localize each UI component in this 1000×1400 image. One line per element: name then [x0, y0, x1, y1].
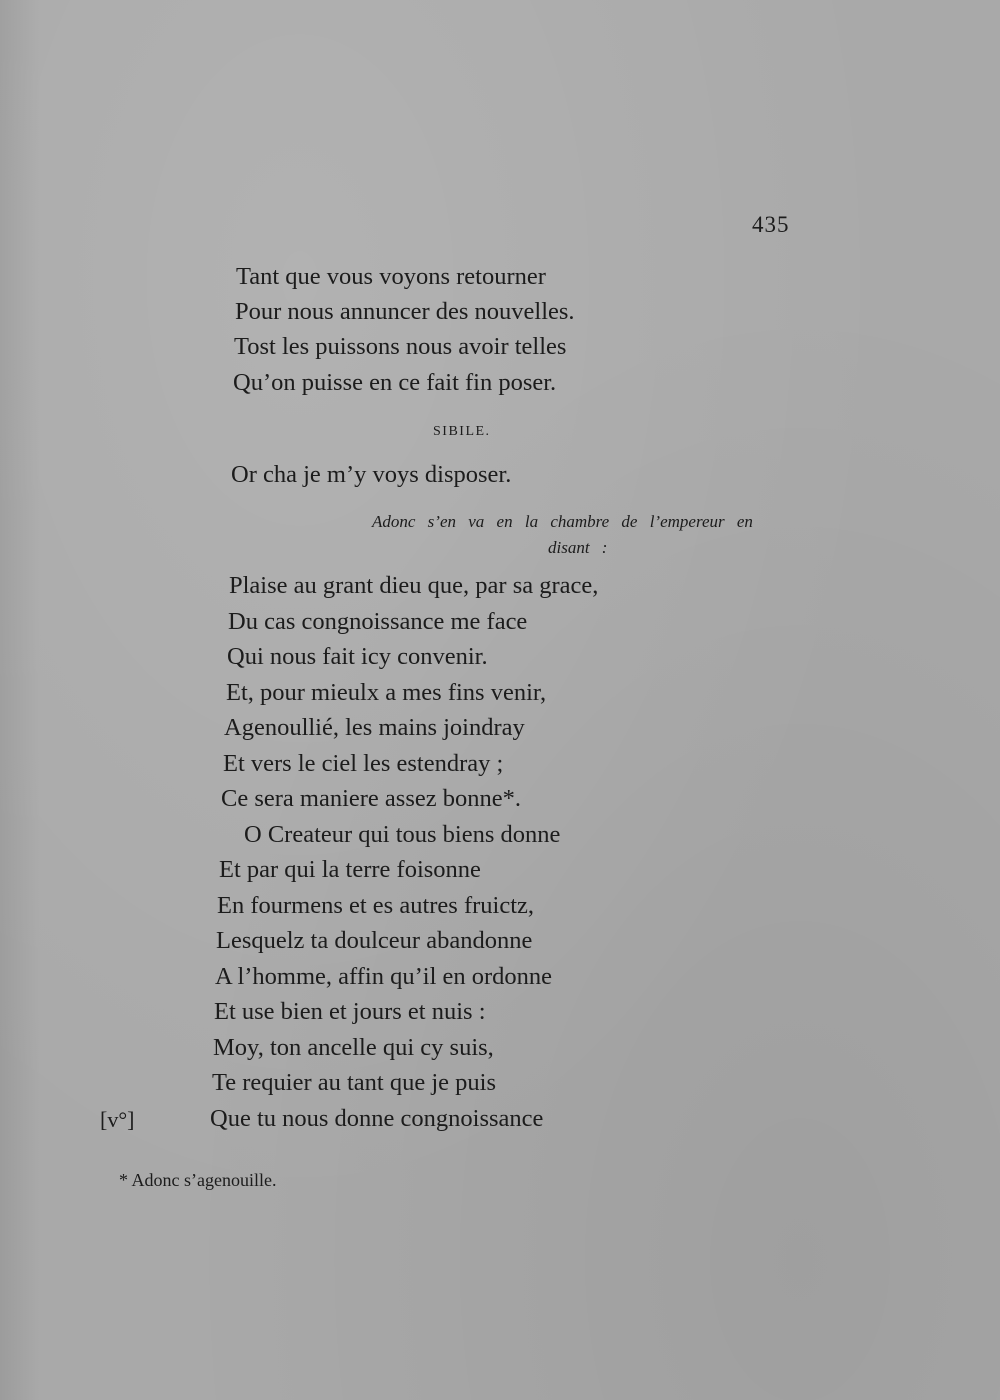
stage-direction-line-1: Adonc s’en va en la chambre de l’empereur en — [372, 512, 753, 531]
verse-line: Plaise au grant dieu que, par sa grace, — [229, 572, 599, 599]
verse-line: Lesquelz ta doulceur abandonne — [216, 927, 533, 954]
verse-line: En fourmens et es autres fruictz, — [217, 892, 535, 919]
verse-line: Pour nous annuncer des nouvelles. — [235, 298, 575, 325]
stage-direction-line-2: disant : — [548, 538, 608, 557]
verse-line: Et, pour mieulx a mes fins venir, — [226, 679, 547, 706]
verse-line: Et use bien et jours et nuis : — [214, 998, 486, 1025]
verse-line: Qui nous fait icy convenir. — [227, 643, 488, 670]
verse-line: Que tu nous donne congnoissance — [210, 1105, 544, 1132]
verse-line: O Createur qui tous biens donne — [244, 821, 561, 848]
verse-line: Or cha je m’y voys disposer. — [231, 461, 512, 488]
verse-line: Du cas congnoissance me face — [228, 608, 528, 635]
verse-line: Moy, ton ancelle qui cy suis, — [213, 1034, 494, 1061]
page-number: 435 — [752, 212, 790, 237]
verse-line: Et par qui la terre foisonne — [219, 856, 481, 883]
verse-line: Et vers le ciel les estendray ; — [223, 750, 504, 777]
speaker-name: SIBILE. — [433, 424, 491, 439]
verse-line: Tant que vous voyons retourner — [236, 263, 546, 290]
verse-line: Agenoullié, les mains joindray — [224, 714, 525, 741]
margin-folio-note: [v°] — [100, 1107, 135, 1132]
verse-line: Te requier au tant que je puis — [212, 1069, 497, 1096]
verse-line: A l’homme, affin qu’il en ordonne — [215, 963, 553, 990]
verse-line: Qu’on puisse en ce fait fin poser. — [233, 369, 557, 396]
verse-line: Tost les puissons nous avoir telles — [234, 333, 567, 360]
verse-line: Ce sera maniere assez bonne*. — [221, 785, 521, 812]
footnote: * Adonc s’agenouille. — [119, 1170, 277, 1190]
